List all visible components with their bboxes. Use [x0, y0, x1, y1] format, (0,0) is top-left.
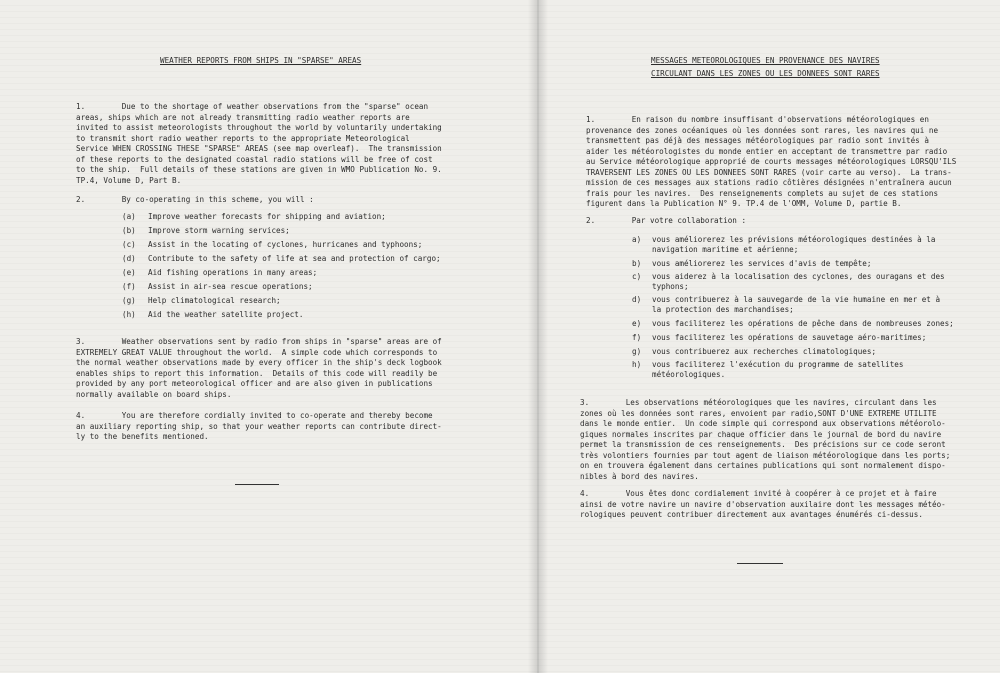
text-line: the normal weather observations made by every officer in the ship's deck logbook	[76, 358, 442, 367]
list-item: météorologiques.	[652, 370, 726, 379]
list-item: vous faciliterez les opérations de pêche dans de nombreuses zones;	[652, 319, 954, 328]
text-line: mission de ces messages aux stations radio côtières désignées n'entraînera aucun	[586, 178, 952, 187]
list-item: Aid the weather satellite project.	[148, 310, 304, 319]
text-line: nibles à bord des navires.	[580, 472, 699, 481]
list-item: vous contribuerez aux recherches climatologiques;	[652, 347, 877, 356]
text-line: ly to the benefits mentioned.	[76, 432, 209, 441]
text-line: au Service météorologique approprié de courts messages météorologiques LORSQU'ILS	[586, 157, 957, 166]
text-line: rologiques peuvent contribuer directement aux avantages énumérés ci-dessus.	[580, 510, 923, 519]
text-line: to the ship. Full details of these stations are given in WMO Publication No. 9.	[76, 165, 442, 174]
text-line: EXTREMELY GREAT VALUE throughout the world. A simple code which corresponds to	[76, 348, 438, 357]
text-line: provided by any port meteorological officer and are also given in publications	[76, 379, 433, 388]
text-line: 4. Vous êtes donc cordialement invité à coopérer à ce projet et à faire	[580, 489, 937, 498]
text-line: 1. En raison du nombre insuffisant d'observations météorologiques en	[586, 115, 929, 124]
text-line: frais pour les navires. Des renseignements complets au sujet de ces stations	[586, 189, 939, 198]
closing-rule	[737, 563, 783, 564]
list-letter: (h)	[122, 310, 136, 319]
text-line: 1. Due to the shortage of weather observations from the "sparse" ocean	[76, 102, 429, 111]
text-line: permet la transmission de ces renseignements. Des précisions sur ce code seront	[580, 440, 946, 449]
text-line: dans le monde entier. Un code simple qui correspond aux observations météorolo-	[580, 419, 946, 428]
text-line: invited to assist meteorologists throughout the world by voluntarily undertaking	[76, 123, 442, 132]
text-line: 3. Weather observations sent by radio from ships in "sparse" areas are of	[76, 337, 442, 346]
list-letter: (c)	[122, 240, 136, 249]
text-line: TRAVERSENT LES ZONES OU LES DONNEES SONT RARES (voir carte au verso). La trans-	[586, 168, 952, 177]
text-line: 3. Les observations météorologiques que les navires, circulant dans les	[580, 398, 937, 407]
list-item: Help climatological research;	[148, 296, 281, 305]
list-item: vous contribuerez à la sauvegarde de la vie humaine en mer et à	[652, 295, 941, 304]
list-item: Assist in the locating of cyclones, hurricanes and typhoons;	[148, 240, 423, 249]
text-line: normally available on board ships.	[76, 390, 232, 399]
text-line: zones où les données sont rares, envoient par radio,SONT D'UNE EXTREME UTILITE	[580, 409, 937, 418]
text-line: très volontiers fournies par tout agent de liaison météorologique dans les ports;	[580, 451, 951, 460]
list-item: typhons;	[652, 282, 689, 291]
text-line: Service WHEN CROSSING THESE "SPARSE" AREAS (see map overleaf). The transmission	[76, 144, 442, 153]
list-letter: h)	[632, 360, 642, 369]
right-page-title-line-1: MESSAGES METEOROLOGIQUES EN PROVENANCE DES NAVIRES	[651, 56, 880, 65]
list-item: vous faciliterez l'exécution du programme de satellites	[652, 360, 904, 369]
list-letter: a)	[632, 235, 642, 244]
list-item: Improve storm warning services;	[148, 226, 290, 235]
text-line: giques normales inscrites par chaque officier dans le journal de bord du navire	[580, 430, 942, 439]
list-item: Assist in air-sea rescue operations;	[148, 282, 313, 291]
text-line: areas, ships which are not already transmitting radio weather reports are	[76, 113, 410, 122]
list-item: la protection des marchandises;	[652, 305, 794, 314]
text-line: aider les météorologistes du monde entier en acceptant de transmettre par radio	[586, 147, 948, 156]
list-letter: (b)	[122, 226, 136, 235]
left-page-title: WEATHER REPORTS FROM SHIPS IN "SPARSE" AREAS	[160, 56, 362, 65]
text-line: to transmit short radio weather reports to the appropriate Meteorological	[76, 134, 410, 143]
text-line: figurent dans la Publication N° 9. TP.4 de l'OMM, Volume D, partie B.	[586, 199, 902, 208]
list-letter: e)	[632, 319, 642, 328]
list-item: Improve weather forecasts for shipping and aviation;	[148, 212, 386, 221]
text-line: transmettent pas déjà des messages météorologiques par radio sont invités à	[586, 136, 929, 145]
list-item: vous faciliterez les opérations de sauvetage aéro-maritimes;	[652, 333, 927, 342]
list-letter: f)	[632, 333, 642, 342]
text-line: of these reports to the designated coastal radio stations will be free of cost	[76, 155, 433, 164]
list-item: vous améliorerez les services d'avis de tempête;	[652, 259, 872, 268]
list-letter: (e)	[122, 268, 136, 277]
list-item: Aid fishing operations in many areas;	[148, 268, 318, 277]
list-item: vous aiderez à la localisation des cyclones, des ouragans et des	[652, 272, 945, 281]
list-letter: d)	[632, 295, 642, 304]
list-letter: b)	[632, 259, 642, 268]
text-line: ainsi de votre navire un navire d'observation auxilaire dont les messages météo-	[580, 500, 946, 509]
right-page-french	[545, 0, 1000, 673]
text-line: on en trouvera également dans certaines publications qui sont normalement dispo-	[580, 461, 946, 470]
list-letter: (f)	[122, 282, 136, 291]
right-page-title-line-2: CIRCULANT DANS LES ZONES OU LES DONNEES SONT RARES	[651, 69, 880, 78]
list-letter: g)	[632, 347, 642, 356]
list-item: Contribute to the safety of life at sea and protection of cargo;	[148, 254, 441, 263]
list-item: vous améliorerez les prévisions météorologiques destinées à la	[652, 235, 936, 244]
right-paragraph-2-intro: 2. Par votre collaboration :	[586, 216, 747, 225]
list-letter: c)	[632, 272, 642, 281]
list-item: navigation maritime et aérienne;	[652, 245, 799, 254]
text-line: TP.4, Volume D, Part B.	[76, 176, 182, 185]
closing-rule	[235, 484, 279, 485]
list-letter: (d)	[122, 254, 136, 263]
list-letter: (g)	[122, 296, 136, 305]
text-line: an auxiliary reporting ship, so that your weather reports can contribute direct-	[76, 422, 442, 431]
left-paragraph-2-intro: 2. By co-operating in this scheme, you will :	[76, 195, 314, 204]
text-line: 4. You are therefore cordially invited to co-operate and thereby become	[76, 411, 433, 420]
text-line: enables ships to report this information. Details of this code will readily be	[76, 369, 438, 378]
list-letter: (a)	[122, 212, 136, 221]
text-line: provenance des zones océaniques où les données sont rares, les navires qui ne	[586, 126, 939, 135]
